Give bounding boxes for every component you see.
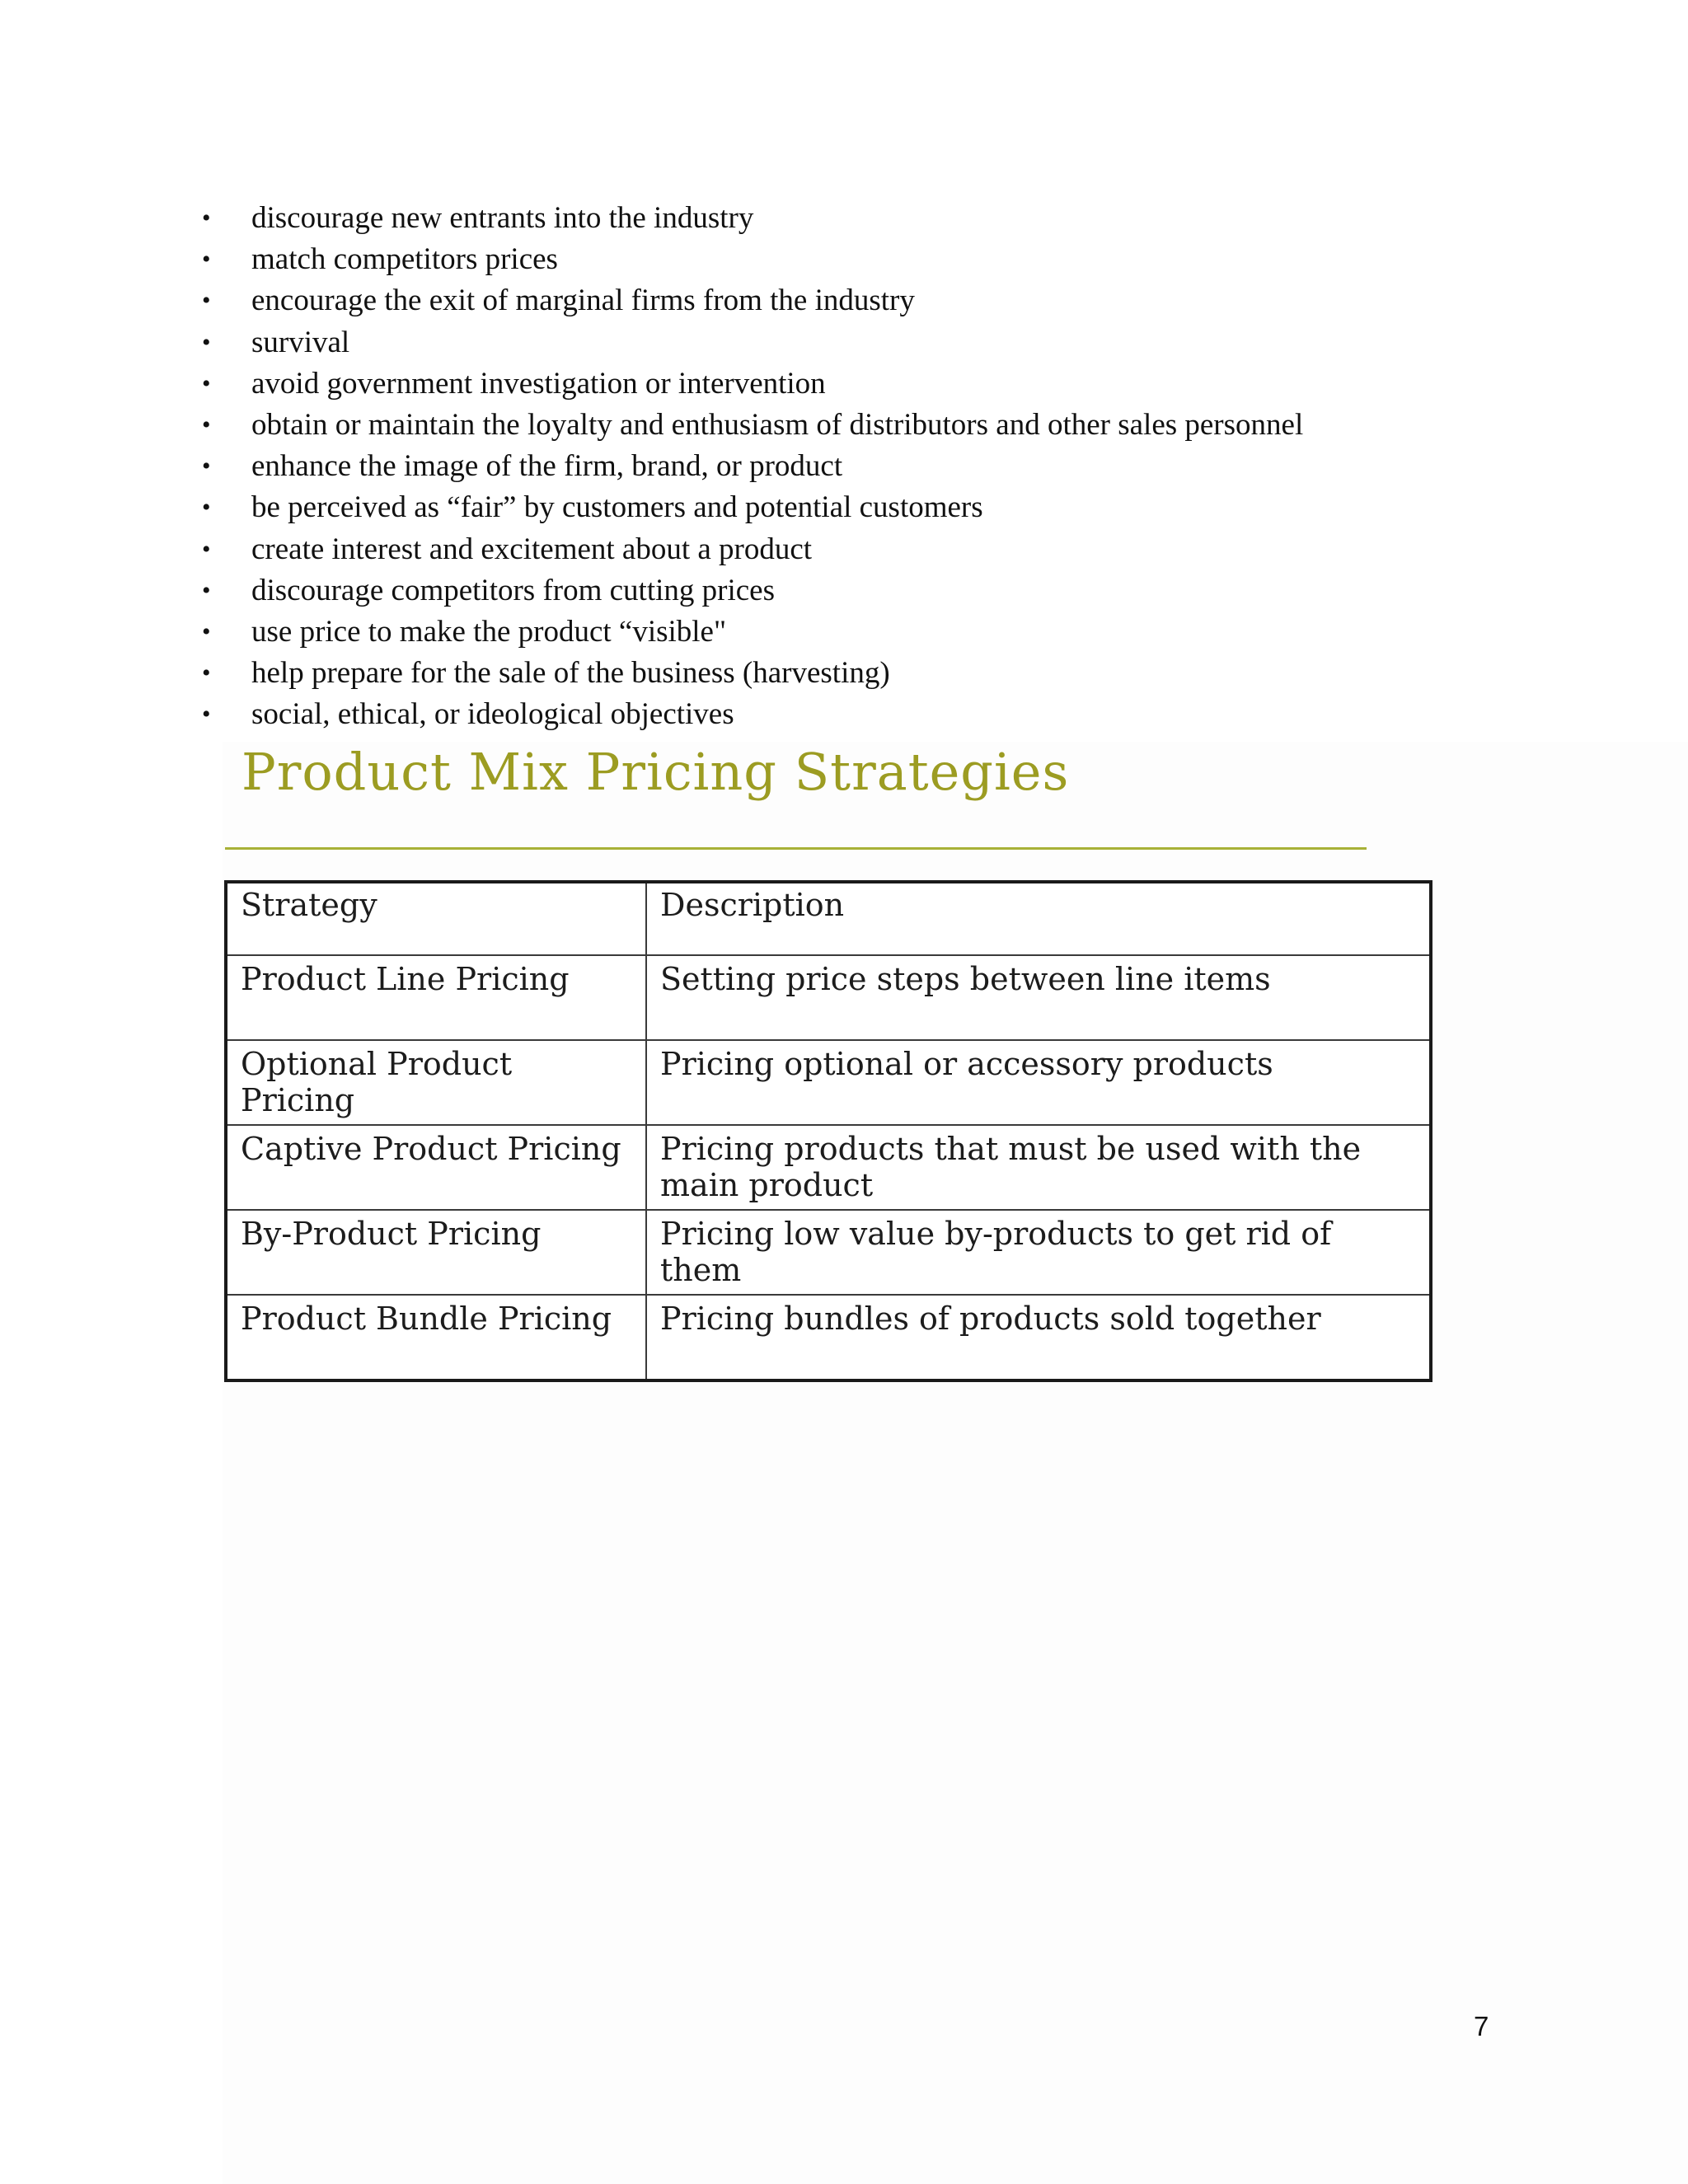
list-item-text: enhance the image of the firm, brand, or product	[251, 449, 843, 484]
list-item	[202, 529, 1303, 570]
list-item-text: obtain or maintain the loyalty and enthusiasm of distributors and other sales personnel	[251, 407, 1304, 442]
list-item	[202, 405, 1303, 446]
bullet-icon: •	[202, 701, 211, 729]
strategy-cell: Product Bundle Pricing	[226, 1295, 646, 1380]
description-cell: Pricing bundles of products sold together	[646, 1295, 1431, 1380]
bullet-icon: •	[202, 535, 211, 563]
list-item	[202, 280, 1303, 321]
bullet-icon: •	[202, 452, 211, 480]
strategy-cell: Captive Product Pricing	[226, 1125, 646, 1210]
list-item-text: help prepare for the sale of the business (harvesting)	[251, 656, 890, 691]
table-row	[226, 1125, 1431, 1210]
list-item-text: survival	[251, 325, 350, 359]
table-row	[226, 1040, 1431, 1125]
description-cell: Pricing optional or accessory products	[646, 1040, 1431, 1125]
list-item	[202, 198, 1303, 239]
bullet-icon: •	[202, 287, 211, 315]
bullet-icon: •	[202, 576, 211, 604]
list-item-text: avoid government investigation or intervention	[251, 366, 826, 401]
strategy-cell: By-Product Pricing	[226, 1210, 646, 1295]
table-row	[226, 955, 1431, 1040]
list-item	[202, 694, 1303, 735]
table-header-row	[226, 882, 1431, 955]
list-item	[202, 239, 1303, 280]
column-header-description: Description	[646, 882, 1431, 955]
strategy-cell: Product Line Pricing	[226, 955, 646, 1040]
bullet-icon: •	[202, 328, 211, 356]
column-header-strategy: Strategy	[226, 882, 646, 955]
list-item	[202, 487, 1303, 528]
description-cell: Setting price steps between line items	[646, 955, 1431, 1040]
list-item	[202, 363, 1303, 405]
page-number: 7	[1474, 2011, 1489, 2041]
bullet-icon: •	[202, 369, 211, 397]
description-cell: Pricing low value by-products to get rid of them	[646, 1210, 1431, 1295]
list-item-text: discourage competitors from cutting prices	[251, 573, 775, 607]
list-item	[202, 446, 1303, 487]
strategy-cell: Optional Product Pricing	[226, 1040, 646, 1125]
list-item-text: create interest and excitement about a product	[251, 532, 813, 566]
pricing-objectives-list	[202, 198, 1303, 735]
bullet-icon: •	[202, 246, 211, 274]
list-item	[202, 570, 1303, 612]
bullet-icon: •	[202, 204, 211, 232]
list-item-text: be perceived as “fair” by customers and potential customers	[251, 490, 983, 525]
bullet-icon: •	[202, 410, 211, 438]
bullet-icon: •	[202, 659, 211, 687]
pricing-strategies-table	[224, 880, 1432, 1382]
list-item-text: encourage the exit of marginal firms from the industry	[251, 284, 915, 318]
list-item-text: use price to make the product “visible"	[251, 614, 727, 649]
description-cell: Pricing products that must be used with the main product	[646, 1125, 1431, 1210]
bullet-icon: •	[202, 494, 211, 522]
list-item-text: social, ethical, or ideological objectives	[251, 697, 734, 732]
list-item	[202, 612, 1303, 653]
list-item	[202, 653, 1303, 694]
table-row	[226, 1210, 1431, 1295]
bullet-icon: •	[202, 617, 211, 645]
list-item	[202, 322, 1303, 363]
slide-title: Product Mix Pricing Strategies	[241, 742, 1070, 802]
list-item-text: discourage new entrants into the industry	[251, 201, 754, 235]
table-row	[226, 1295, 1431, 1380]
list-item-text: match competitors prices	[251, 242, 558, 277]
title-underline	[225, 847, 1367, 850]
